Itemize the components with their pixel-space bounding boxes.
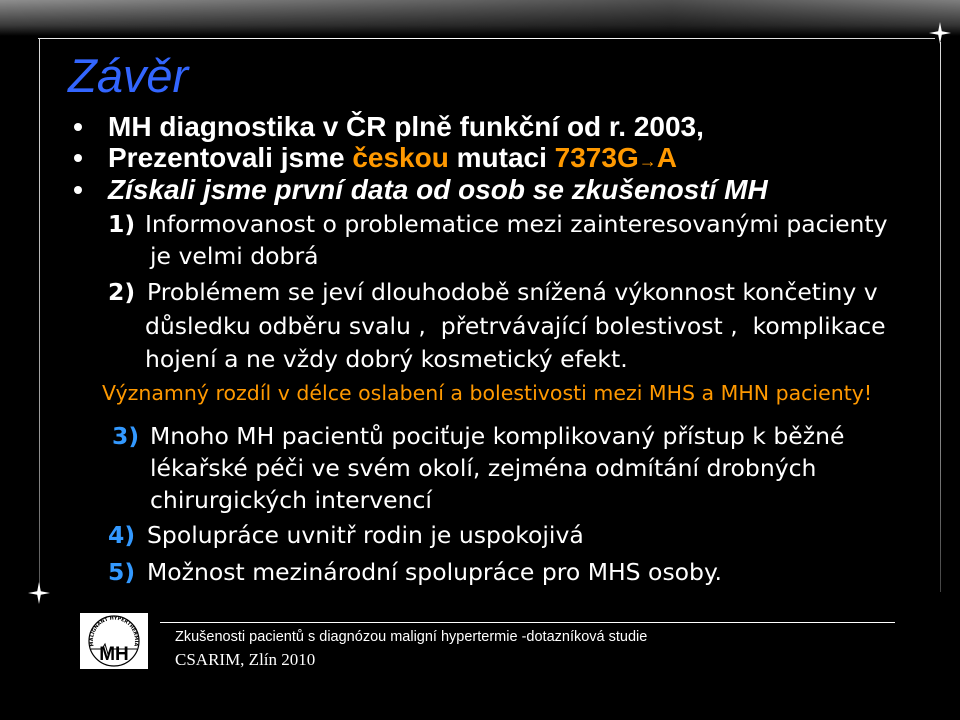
mutation-arrow: → bbox=[638, 151, 657, 171]
finding-4-text: Spolupráce uvnitř rodin je uspokojivá bbox=[147, 521, 584, 549]
finding-5-line-1 bbox=[108, 557, 722, 587]
bullet-icon bbox=[74, 186, 82, 194]
bullet-mutation-text-before: Prezentovali jsme bbox=[108, 142, 353, 173]
footer-event: CSARIM, Zlín 2010 bbox=[175, 650, 316, 669]
slide-title: Závěr bbox=[68, 49, 189, 102]
finding-5-text: Možnost mezinárodní spolupráce pro MHS osoby. bbox=[147, 558, 723, 586]
finding-3-line-1 bbox=[112, 421, 844, 451]
frame-top-rule bbox=[38, 38, 935, 39]
logo-arc-text: MALIGNANT HYPERTHERMIA bbox=[89, 616, 139, 647]
malignant-hyperthermia-logo bbox=[80, 613, 148, 669]
finding-5-number: 5) bbox=[108, 558, 136, 586]
finding-4-line-1 bbox=[108, 520, 584, 550]
bullet-mutation-highlight: českou bbox=[352, 142, 449, 173]
sparkle-icon bbox=[28, 582, 50, 604]
bullet-icon bbox=[74, 154, 82, 162]
finding-2-line-1 bbox=[108, 277, 878, 307]
finding-2-line-2: důsledku odběru svalu , přetrvávající bolestivost , komplikace bbox=[145, 312, 886, 340]
finding-3-line-3: chirurgických intervencí bbox=[150, 486, 432, 514]
finding-3-number: 3) bbox=[112, 422, 140, 450]
finding-3-line-2: lékařské péči ve svém okolí, zejména odmítání drobných bbox=[150, 454, 817, 482]
bullet-first-data: Získali jsme první data od osob se zkušeností MH bbox=[108, 174, 768, 205]
footer-study-title: Zkušenosti pacientů s diagnózou maligní hypertermie -dotazníková studie bbox=[175, 629, 648, 645]
mutation-start: 7373G bbox=[554, 142, 639, 173]
bullet-mutation-text-middle: mutaci bbox=[448, 142, 555, 173]
finding-1-text: Informovanost o problematice mezi zainteresovanými pacienty bbox=[145, 210, 888, 238]
bullet-diagnostics: MH diagnostika v ČR plně funkční od r. 2003, bbox=[108, 111, 704, 142]
logo-mark: MH bbox=[99, 644, 129, 665]
footer-divider bbox=[160, 622, 895, 623]
sparkle-icon bbox=[929, 22, 951, 44]
frame-left-rule bbox=[39, 38, 40, 593]
finding-1-line-2: je velmi dobrá bbox=[150, 242, 319, 270]
bullet-mutation bbox=[108, 142, 677, 177]
top-gradient-band bbox=[0, 0, 960, 36]
finding-1-line-1 bbox=[108, 209, 888, 239]
mutation-end: A bbox=[656, 142, 677, 173]
finding-3-text: Mnoho MH pacientů pociťuje komplikovaný přístup k běžné bbox=[150, 422, 845, 450]
finding-4-number: 4) bbox=[108, 521, 136, 549]
frame-right-rule bbox=[940, 42, 941, 592]
finding-1-number: 1) bbox=[108, 210, 136, 238]
finding-2-number: 2) bbox=[108, 278, 136, 306]
significant-difference-note: Významný rozdíl v délce oslabení a bolestivosti mezi MHS a MHN pacienty! bbox=[102, 381, 873, 405]
bullet-icon bbox=[74, 123, 82, 131]
finding-2-line-3: hojení a ne vždy dobrý kosmetický efekt. bbox=[145, 345, 628, 373]
finding-2-text: Problémem se jeví dlouhodobě snížená výkonnost končetiny v bbox=[147, 278, 878, 306]
